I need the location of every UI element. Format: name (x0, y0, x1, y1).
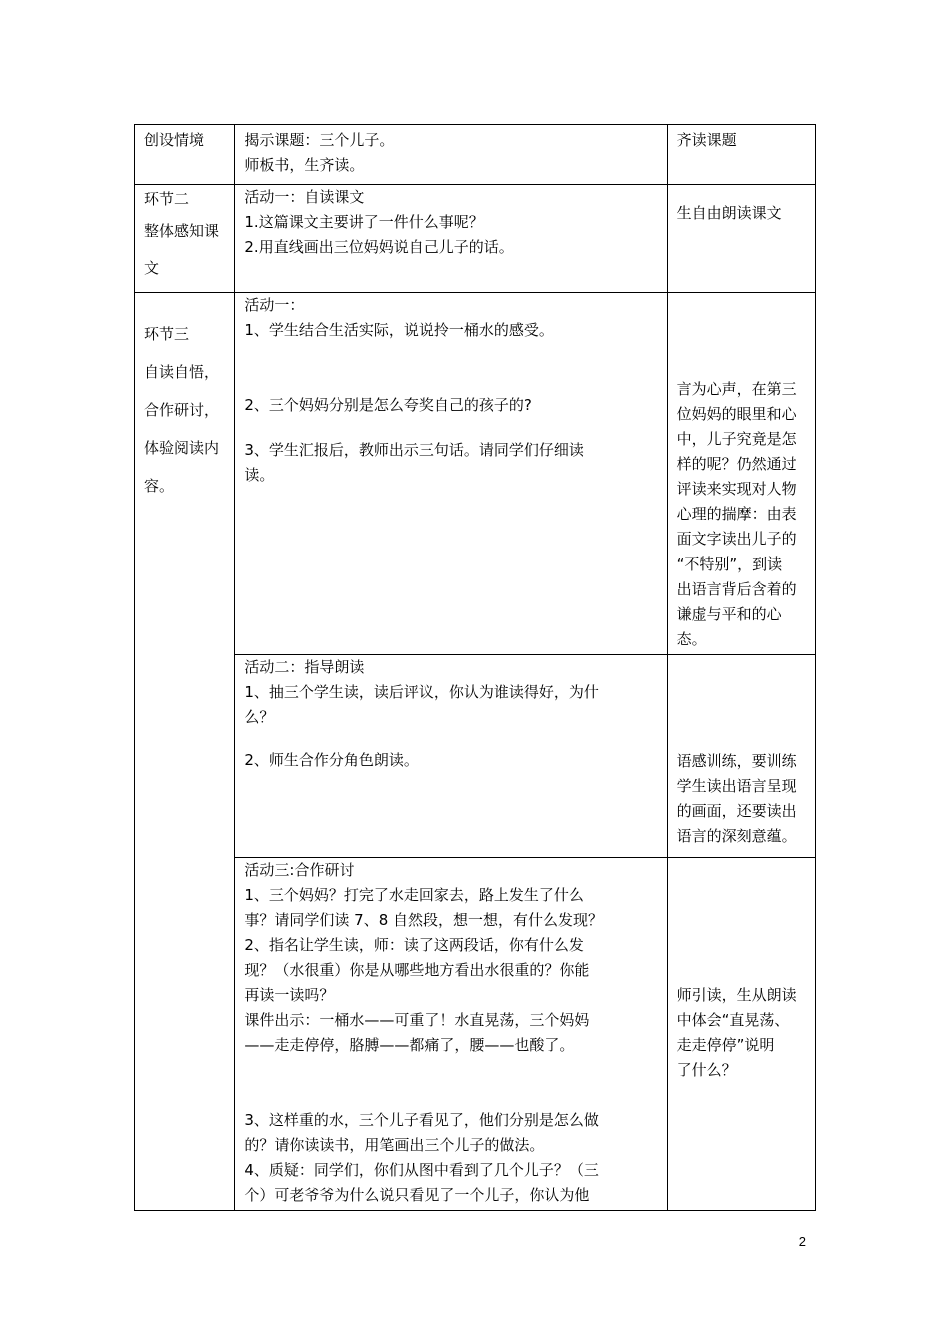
stage-cell (135, 185, 235, 293)
note-text: 样的呢？仍然通过 (676, 455, 797, 473)
table-row (135, 293, 816, 655)
activity-text: 3、这样重的水，三个儿子看见了，他们分别是怎么做 (244, 1111, 599, 1129)
activity-cell (235, 655, 667, 858)
activity-text: 4、质疑：同学们，你们从图中看到了几个儿子？（三 (244, 1161, 599, 1179)
activity-text: 课件出示：一桶水——可重了！水直晃荡，三个妈妈 (244, 1011, 590, 1029)
activity-cell (235, 858, 667, 1211)
note-text: 心理的揣摩：由表 (676, 505, 797, 523)
stage-text: 创设情境 (144, 131, 205, 149)
stage-text: 容。 (144, 477, 175, 495)
activity-text: 2、指名让学生读，师：读了这两段话，你有什么发 (244, 936, 584, 954)
activity-cell (235, 185, 667, 293)
note-text: 齐读课题 (676, 131, 737, 149)
activity-text: 现？（水很重）你是从哪些地方看出水很重的？你能 (244, 961, 590, 979)
table-row (135, 125, 816, 185)
table-row (135, 858, 816, 1211)
activity-text: 师板书，生齐读。 (244, 156, 365, 174)
note-text: 言为心声，在第三 (676, 380, 797, 398)
activity-text: 1、抽三个学生读，读后评议，你认为谁读得好，为什 (244, 683, 599, 701)
note-text: “不特别”，到读 (676, 555, 783, 573)
note-cell (667, 655, 815, 858)
activity-text: 2.用直线画出三位妈妈说自己儿子的话。 (244, 238, 514, 256)
note-text: 走走停停”说明 (676, 1036, 775, 1054)
table-row (135, 185, 816, 293)
stage-cell (135, 293, 235, 1211)
note-text: 的画面，还要读出 (676, 802, 797, 820)
activity-text: 活动一： (244, 296, 305, 314)
activity-text: 活动一：自读课文 (244, 188, 365, 206)
note-text: 位妈妈的眼里和心 (676, 405, 797, 423)
activity-text: 活动二：指导朗读 (244, 658, 365, 676)
note-text: 面文字读出儿子的 (676, 530, 797, 548)
note-text: 学生读出语言呈现 (676, 777, 797, 795)
note-cell (667, 125, 815, 185)
note-cell (667, 185, 815, 293)
page-number: 2 (798, 1234, 806, 1249)
activity-text: 的？请你读读书，用笔画出三个儿子的做法。 (244, 1136, 545, 1154)
stage-text: 合作研讨， (144, 401, 220, 419)
activity-cell (235, 293, 667, 655)
activity-text: ——走走停停，胳膊——都痛了，腰——也酸了。 (244, 1036, 575, 1054)
activity-text: 么？ (244, 708, 275, 726)
stage-text: 整体感知课 (144, 222, 220, 240)
note-text: 生自由朗读课文 (676, 204, 782, 222)
note-text: 出语言背后含着的 (676, 580, 797, 598)
activity-text: 个）可老爷爷为什么说只看见了一个儿子，你认为他 (244, 1186, 590, 1204)
note-cell (667, 293, 815, 655)
activity-text: 事？请同学们读 7、8 自然段，想一想，有什么发现？ (244, 911, 604, 929)
note-text: 态。 (676, 630, 707, 648)
activity-text: 2、师生合作分角色朗读。 (244, 751, 419, 769)
stage-text: 自读自悟， (144, 363, 220, 381)
note-text: 评读来实现对人物 (676, 480, 797, 498)
activity-text: 活动三:合作研讨 (244, 861, 355, 879)
note-text: 师引读，生从朗读 (676, 986, 797, 1004)
activity-text: 再读一读吗？ (244, 986, 335, 1004)
activity-text: 揭示课题：三个儿子。 (244, 131, 395, 149)
note-cell (667, 858, 815, 1211)
stage-text: 体验阅读内 (144, 439, 220, 457)
stage-text: 文 (144, 259, 160, 277)
stage-text: 环节二 (144, 190, 190, 208)
note-text: 谦虚与平和的心 (676, 605, 782, 623)
note-text: 语言的深刻意蕴。 (676, 827, 797, 845)
activity-text: 读。 (244, 466, 275, 484)
note-text: 中体会“直晃荡、 (676, 1011, 790, 1029)
note-text: 语感训练，要训练 (676, 752, 797, 770)
activity-cell (235, 125, 667, 185)
activity-text: 1.这篇课文主要讲了一件什么事呢？ (244, 213, 484, 231)
activity-text: 3、学生汇报后，教师出示三句话。请同学们仔细读 (244, 441, 584, 459)
table-row (135, 655, 816, 858)
activity-text: 1、三个妈妈？打完了水走回家去，路上发生了什么 (244, 886, 584, 904)
activity-text: 2、三个妈妈分别是怎么夸奖自己的孩子的? (244, 396, 532, 414)
activity-text: 1、学生结合生活实际，说说拎一桶水的感受。 (244, 321, 554, 339)
stage-cell (135, 125, 235, 185)
lesson-plan-table (134, 124, 816, 1211)
note-text: 中，儿子究竟是怎 (676, 430, 797, 448)
note-text: 了什么？ (676, 1061, 737, 1079)
stage-text: 环节三 (144, 325, 190, 343)
